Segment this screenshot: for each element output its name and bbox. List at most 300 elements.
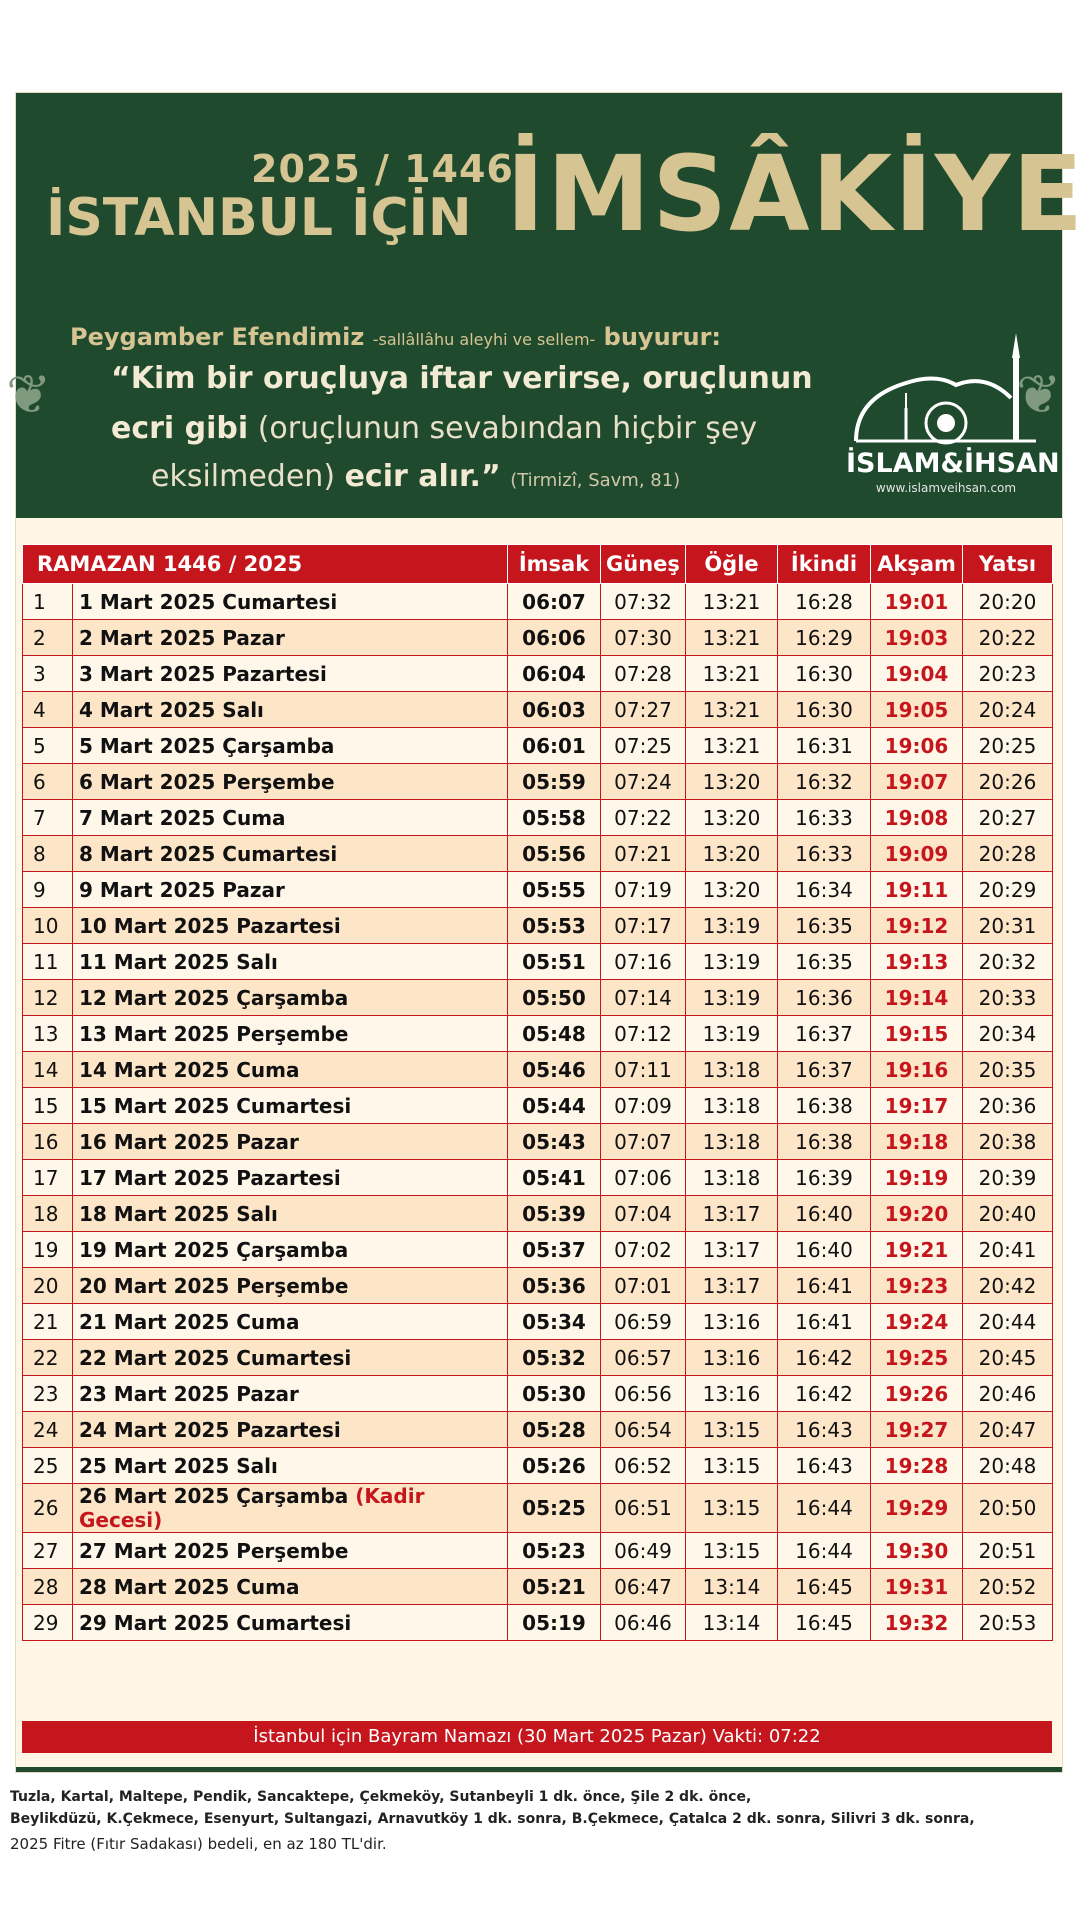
- cell-date: [73, 584, 508, 620]
- cell-yatsi: 20:52: [963, 1569, 1053, 1605]
- date-text: 10 Mart 2025 Pazartesi: [79, 913, 341, 938]
- cell-ikindi: 16:45: [778, 1569, 871, 1605]
- cell-aksam: 19:14: [871, 980, 963, 1016]
- cell-n: 5: [23, 728, 73, 764]
- cell-yatsi: 20:34: [963, 1016, 1053, 1052]
- cell-n: 19: [23, 1232, 73, 1268]
- cell-n: 11: [23, 944, 73, 980]
- table-header-row: [23, 545, 1053, 584]
- cell-gunes: 07:27: [601, 692, 686, 728]
- date-text: 11 Mart 2025 Salı: [79, 949, 278, 974]
- date-text: 4 Mart 2025 Salı: [79, 697, 264, 722]
- cell-gunes: 07:01: [601, 1268, 686, 1304]
- cell-yatsi: 20:35: [963, 1052, 1053, 1088]
- cell-ogle: 13:16: [686, 1304, 778, 1340]
- cell-n: 1: [23, 584, 73, 620]
- cell-imsak: 05:26: [508, 1448, 601, 1484]
- cell-date: [73, 1304, 508, 1340]
- cell-imsak: 05:28: [508, 1412, 601, 1448]
- header-ramazan: RAMAZAN 1446 / 2025: [23, 545, 508, 584]
- header-ikindi: İkindi: [778, 545, 871, 584]
- cell-imsak: 05:32: [508, 1340, 601, 1376]
- cell-yatsi: 20:53: [963, 1605, 1053, 1641]
- cell-aksam: 19:09: [871, 836, 963, 872]
- hadith-line-3: [151, 459, 871, 494]
- cell-n: 24: [23, 1412, 73, 1448]
- cell-n: 25: [23, 1448, 73, 1484]
- cell-aksam: 19:26: [871, 1376, 963, 1412]
- cell-imsak: 05:53: [508, 908, 601, 944]
- table-row: [23, 1016, 1053, 1052]
- table-row: [23, 800, 1053, 836]
- cell-imsak: 05:43: [508, 1124, 601, 1160]
- table-row: [23, 692, 1053, 728]
- cell-gunes: 07:09: [601, 1088, 686, 1124]
- cell-date: [73, 1052, 508, 1088]
- logo-url: www.islamveihsan.com: [875, 481, 1017, 495]
- cell-date: [73, 1376, 508, 1412]
- cell-ikindi: 16:41: [778, 1268, 871, 1304]
- cell-n: 22: [23, 1340, 73, 1376]
- table-row: [23, 656, 1053, 692]
- year-label: 2025 / 1446: [251, 147, 514, 191]
- cell-n: 27: [23, 1533, 73, 1569]
- cell-ikindi: 16:44: [778, 1484, 871, 1533]
- hadith-line2-bold: ecri gibi: [111, 411, 249, 446]
- date-text: 18 Mart 2025 Salı: [79, 1201, 278, 1226]
- table-row: [23, 1484, 1053, 1533]
- cell-ikindi: 16:40: [778, 1196, 871, 1232]
- cell-imsak: 06:03: [508, 692, 601, 728]
- cell-date: [73, 1340, 508, 1376]
- header-ogle: Öğle: [686, 545, 778, 584]
- cell-imsak: 05:41: [508, 1160, 601, 1196]
- cell-gunes: 07:24: [601, 764, 686, 800]
- cell-gunes: 07:04: [601, 1196, 686, 1232]
- cell-gunes: 07:25: [601, 728, 686, 764]
- cell-ikindi: 16:43: [778, 1412, 871, 1448]
- cell-n: 17: [23, 1160, 73, 1196]
- table-row: [23, 728, 1053, 764]
- hadith-line-2: [111, 411, 831, 446]
- cell-date: [73, 692, 508, 728]
- hadith-line2-rest: (oruçlunun sevabından hiçbir şey: [257, 411, 758, 446]
- cell-n: 18: [23, 1196, 73, 1232]
- cell-yatsi: 20:48: [963, 1448, 1053, 1484]
- cell-ikindi: 16:40: [778, 1232, 871, 1268]
- cell-imsak: 06:04: [508, 656, 601, 692]
- cell-aksam: 19:05: [871, 692, 963, 728]
- cell-ikindi: 16:39: [778, 1160, 871, 1196]
- cell-aksam: 19:15: [871, 1016, 963, 1052]
- cell-yatsi: 20:33: [963, 980, 1053, 1016]
- cell-ogle: 13:19: [686, 980, 778, 1016]
- date-text: 5 Mart 2025 Çarşamba: [79, 733, 335, 758]
- hadith-line-1: [111, 361, 831, 396]
- date-text: 26 Mart 2025 Çarşamba: [79, 1484, 349, 1508]
- cell-imsak: 06:06: [508, 620, 601, 656]
- cell-n: 9: [23, 872, 73, 908]
- date-text: 1 Mart 2025 Cumartesi: [79, 589, 338, 614]
- cell-ogle: 13:16: [686, 1376, 778, 1412]
- cell-date: [73, 1484, 508, 1533]
- cell-ogle: 13:21: [686, 728, 778, 764]
- cell-yatsi: 20:51: [963, 1533, 1053, 1569]
- cell-date: [73, 908, 508, 944]
- cell-imsak: 05:48: [508, 1016, 601, 1052]
- cell-imsak: 05:55: [508, 872, 601, 908]
- cell-date: [73, 1448, 508, 1484]
- cell-ogle: 13:16: [686, 1340, 778, 1376]
- cell-ikindi: 16:37: [778, 1016, 871, 1052]
- cell-gunes: 06:46: [601, 1605, 686, 1641]
- table-row: [23, 764, 1053, 800]
- cell-ikindi: 16:31: [778, 728, 871, 764]
- cell-imsak: 05:34: [508, 1304, 601, 1340]
- cell-yatsi: 20:28: [963, 836, 1053, 872]
- cell-ikindi: 16:35: [778, 908, 871, 944]
- cell-yatsi: 20:45: [963, 1340, 1053, 1376]
- cell-yatsi: 20:39: [963, 1160, 1053, 1196]
- date-text: 21 Mart 2025 Cuma: [79, 1309, 300, 1334]
- table-row: [23, 1340, 1053, 1376]
- cell-ogle: 13:14: [686, 1569, 778, 1605]
- cell-ikindi: 16:43: [778, 1448, 871, 1484]
- cell-ogle: 13:18: [686, 1052, 778, 1088]
- cell-ikindi: 16:33: [778, 800, 871, 836]
- cell-imsak: 05:37: [508, 1232, 601, 1268]
- cell-ikindi: 16:37: [778, 1052, 871, 1088]
- table-row: [23, 944, 1053, 980]
- cell-aksam: 19:03: [871, 620, 963, 656]
- cell-ogle: 13:18: [686, 1124, 778, 1160]
- hadith-intro-text: Peygamber Efendimiz: [70, 323, 365, 351]
- cell-gunes: 07:14: [601, 980, 686, 1016]
- cell-yatsi: 20:46: [963, 1376, 1053, 1412]
- date-text: 7 Mart 2025 Cuma: [79, 805, 286, 830]
- hadith-says: buyurur:: [603, 323, 722, 351]
- cell-gunes: 07:32: [601, 584, 686, 620]
- cell-aksam: 19:28: [871, 1448, 963, 1484]
- cell-gunes: 07:19: [601, 872, 686, 908]
- table-row: [23, 1304, 1053, 1340]
- cell-aksam: 19:06: [871, 728, 963, 764]
- cell-aksam: 19:07: [871, 764, 963, 800]
- cell-ogle: 13:17: [686, 1268, 778, 1304]
- date-text: 29 Mart 2025 Cumartesi: [79, 1610, 352, 1635]
- cell-date: [73, 1605, 508, 1641]
- cell-ogle: 13:15: [686, 1484, 778, 1533]
- cell-aksam: 19:23: [871, 1268, 963, 1304]
- cell-aksam: 19:16: [871, 1052, 963, 1088]
- cell-date: [73, 656, 508, 692]
- cell-aksam: 19:29: [871, 1484, 963, 1533]
- cell-n: 2: [23, 620, 73, 656]
- cell-ogle: 13:19: [686, 944, 778, 980]
- date-text: 16 Mart 2025 Pazar: [79, 1129, 299, 1154]
- date-text: 17 Mart 2025 Pazartesi: [79, 1165, 341, 1190]
- header-panel: [6, 93, 1085, 518]
- cell-ogle: 13:19: [686, 1016, 778, 1052]
- cell-aksam: 19:17: [871, 1088, 963, 1124]
- cell-ogle: 13:21: [686, 656, 778, 692]
- cell-date: [73, 1533, 508, 1569]
- cell-gunes: 07:16: [601, 944, 686, 980]
- hadith-intro: [70, 323, 721, 351]
- cell-ogle: 13:15: [686, 1448, 778, 1484]
- hadith-line1-text: “Kim bir oruçluya iftar verirse, oruçlunun: [111, 361, 813, 396]
- cell-yatsi: 20:25: [963, 728, 1053, 764]
- cell-ikindi: 16:45: [778, 1605, 871, 1641]
- cell-aksam: 19:11: [871, 872, 963, 908]
- cell-ikindi: 16:28: [778, 584, 871, 620]
- cell-date: [73, 1124, 508, 1160]
- cell-gunes: 06:54: [601, 1412, 686, 1448]
- cell-gunes: 07:11: [601, 1052, 686, 1088]
- cell-yatsi: 20:29: [963, 872, 1053, 908]
- header-gunes: Güneş: [601, 545, 686, 584]
- cell-ikindi: 16:32: [778, 764, 871, 800]
- cell-n: 28: [23, 1569, 73, 1605]
- fitre-note: 2025 Fitre (Fıtır Sadakası) bedeli, en az 180 TL'dir.: [10, 1835, 387, 1853]
- date-text: 22 Mart 2025 Cumartesi: [79, 1345, 352, 1370]
- cell-date: [73, 1160, 508, 1196]
- cell-yatsi: 20:24: [963, 692, 1053, 728]
- cell-gunes: 07:21: [601, 836, 686, 872]
- cell-gunes: 07:02: [601, 1232, 686, 1268]
- city-title: İSTANBUL İÇİN: [46, 188, 472, 248]
- cell-gunes: 07:06: [601, 1160, 686, 1196]
- prayer-times-table: [22, 544, 1053, 1641]
- cell-ogle: 13:15: [686, 1533, 778, 1569]
- cell-yatsi: 20:32: [963, 944, 1053, 980]
- cell-yatsi: 20:31: [963, 908, 1053, 944]
- cell-imsak: 05:25: [508, 1484, 601, 1533]
- cell-imsak: 05:30: [508, 1376, 601, 1412]
- cell-gunes: 07:07: [601, 1124, 686, 1160]
- cell-date: [73, 1196, 508, 1232]
- ornament-right-icon: ❦: [1016, 363, 1062, 426]
- table-row: [23, 1412, 1053, 1448]
- date-text: 6 Mart 2025 Perşembe: [79, 769, 335, 794]
- cell-gunes: 06:57: [601, 1340, 686, 1376]
- cell-ogle: 13:18: [686, 1088, 778, 1124]
- cell-aksam: 19:19: [871, 1160, 963, 1196]
- cell-yatsi: 20:23: [963, 656, 1053, 692]
- cell-imsak: 05:50: [508, 980, 601, 1016]
- cell-imsak: 05:58: [508, 800, 601, 836]
- cell-ikindi: 16:38: [778, 1124, 871, 1160]
- cell-ikindi: 16:33: [778, 836, 871, 872]
- cell-gunes: 06:49: [601, 1533, 686, 1569]
- cell-date: [73, 1569, 508, 1605]
- cell-ogle: 13:20: [686, 800, 778, 836]
- cell-yatsi: 20:36: [963, 1088, 1053, 1124]
- header-yatsi: Yatsı: [963, 545, 1053, 584]
- cell-yatsi: 20:44: [963, 1304, 1053, 1340]
- cell-n: 20: [23, 1268, 73, 1304]
- cell-ogle: 13:17: [686, 1232, 778, 1268]
- date-text: 13 Mart 2025 Perşembe: [79, 1021, 349, 1046]
- hadith-reference: (Tirmizî, Savm, 81): [510, 470, 681, 491]
- cell-yatsi: 20:42: [963, 1268, 1053, 1304]
- cell-aksam: 19:08: [871, 800, 963, 836]
- cell-imsak: 06:01: [508, 728, 601, 764]
- date-text: 9 Mart 2025 Pazar: [79, 877, 285, 902]
- hadith-line3-start: eksilmeden): [151, 459, 336, 494]
- table-row: [23, 620, 1053, 656]
- cell-imsak: 05:46: [508, 1052, 601, 1088]
- cell-ogle: 13:15: [686, 1412, 778, 1448]
- table-row: [23, 836, 1053, 872]
- cell-yatsi: 20:41: [963, 1232, 1053, 1268]
- table-row: [23, 1160, 1053, 1196]
- kadir-gecesi-note: (Kadir Gecesi): [79, 1484, 425, 1532]
- cell-aksam: 19:12: [871, 908, 963, 944]
- cell-n: 7: [23, 800, 73, 836]
- cell-gunes: 06:59: [601, 1304, 686, 1340]
- cell-imsak: 05:59: [508, 764, 601, 800]
- cell-aksam: 19:01: [871, 584, 963, 620]
- cell-ikindi: 16:35: [778, 944, 871, 980]
- cell-aksam: 19:32: [871, 1605, 963, 1641]
- cell-ikindi: 16:30: [778, 692, 871, 728]
- cell-yatsi: 20:38: [963, 1124, 1053, 1160]
- cell-ikindi: 16:29: [778, 620, 871, 656]
- cell-aksam: 19:04: [871, 656, 963, 692]
- cell-imsak: 05:39: [508, 1196, 601, 1232]
- table-row: [23, 908, 1053, 944]
- cell-date: [73, 620, 508, 656]
- cell-aksam: 19:21: [871, 1232, 963, 1268]
- date-text: 27 Mart 2025 Perşembe: [79, 1538, 349, 1563]
- date-text: 2 Mart 2025 Pazar: [79, 625, 285, 650]
- cell-date: [73, 872, 508, 908]
- cell-yatsi: 20:47: [963, 1412, 1053, 1448]
- table-row: [23, 1605, 1053, 1641]
- imsakiye-poster: [6, 93, 1085, 1772]
- table-row: [23, 1448, 1053, 1484]
- bottom-divider: [16, 1767, 1062, 1772]
- cell-gunes: 07:22: [601, 800, 686, 836]
- table-row: [23, 1052, 1053, 1088]
- cell-ikindi: 16:42: [778, 1376, 871, 1412]
- cell-yatsi: 20:40: [963, 1196, 1053, 1232]
- header-aksam: Akşam: [871, 545, 963, 584]
- date-text: 25 Mart 2025 Salı: [79, 1453, 278, 1478]
- date-text: 14 Mart 2025 Cuma: [79, 1057, 300, 1082]
- cell-ikindi: 16:34: [778, 872, 871, 908]
- cell-imsak: 06:07: [508, 584, 601, 620]
- cell-gunes: 07:17: [601, 908, 686, 944]
- cell-yatsi: 20:20: [963, 584, 1053, 620]
- table-row: [23, 1124, 1053, 1160]
- cell-n: 29: [23, 1605, 73, 1641]
- cell-ogle: 13:18: [686, 1160, 778, 1196]
- cell-ogle: 13:21: [686, 692, 778, 728]
- cell-ikindi: 16:41: [778, 1304, 871, 1340]
- cell-gunes: 07:28: [601, 656, 686, 692]
- table-row: [23, 584, 1053, 620]
- header-imsak: İmsak: [508, 545, 601, 584]
- cell-n: 12: [23, 980, 73, 1016]
- cell-n: 23: [23, 1376, 73, 1412]
- cell-aksam: 19:18: [871, 1124, 963, 1160]
- cell-gunes: 06:56: [601, 1376, 686, 1412]
- cell-imsak: 05:51: [508, 944, 601, 980]
- cell-n: 3: [23, 656, 73, 692]
- cell-imsak: 05:56: [508, 836, 601, 872]
- cell-date: [73, 728, 508, 764]
- cell-gunes: 07:12: [601, 1016, 686, 1052]
- cell-ogle: 13:20: [686, 764, 778, 800]
- table-row: [23, 872, 1053, 908]
- cell-aksam: 19:13: [871, 944, 963, 980]
- cell-date: [73, 980, 508, 1016]
- bayram-namazi-bar: İstanbul için Bayram Namazı (30 Mart 2025 Pazar) Vakti: 07:22: [22, 1721, 1052, 1753]
- cell-aksam: 19:30: [871, 1533, 963, 1569]
- cell-date: [73, 1268, 508, 1304]
- table-row: [23, 980, 1053, 1016]
- date-text: 8 Mart 2025 Cumartesi: [79, 841, 338, 866]
- table-row: [23, 1268, 1053, 1304]
- cell-aksam: 19:20: [871, 1196, 963, 1232]
- date-text: 12 Mart 2025 Çarşamba: [79, 985, 349, 1010]
- date-text: 28 Mart 2025 Cuma: [79, 1574, 300, 1599]
- cell-aksam: 19:31: [871, 1569, 963, 1605]
- cell-ikindi: 16:44: [778, 1533, 871, 1569]
- cell-gunes: 06:51: [601, 1484, 686, 1533]
- cell-date: [73, 1232, 508, 1268]
- cell-ogle: 13:21: [686, 584, 778, 620]
- hadith-salawat: -sallâllâhu aleyhi ve sellem-: [372, 330, 596, 349]
- cell-n: 13: [23, 1016, 73, 1052]
- table-row: [23, 1196, 1053, 1232]
- table-row: [23, 1088, 1053, 1124]
- date-text: 24 Mart 2025 Pazartesi: [79, 1417, 341, 1442]
- cell-imsak: 05:19: [508, 1605, 601, 1641]
- cell-date: [73, 944, 508, 980]
- cell-date: [73, 1412, 508, 1448]
- cell-n: 16: [23, 1124, 73, 1160]
- cell-ogle: 13:20: [686, 836, 778, 872]
- date-text: 19 Mart 2025 Çarşamba: [79, 1237, 349, 1262]
- district-note-2: Beylikdüzü, K.Çekmece, Esenyurt, Sultangazi, Arnavutköy 1 dk. sonra, B.Çekmece, Çatalca 2 dk. sonra, Silivri 3 dk. sonra,: [10, 1811, 975, 1827]
- table-row: [23, 1569, 1053, 1605]
- cell-yatsi: 20:27: [963, 800, 1053, 836]
- cell-n: 10: [23, 908, 73, 944]
- cell-date: [73, 1088, 508, 1124]
- cell-yatsi: 20:50: [963, 1484, 1053, 1533]
- cell-ogle: 13:19: [686, 908, 778, 944]
- cell-imsak: 05:36: [508, 1268, 601, 1304]
- cell-imsak: 05:21: [508, 1569, 601, 1605]
- table-row: [23, 1533, 1053, 1569]
- date-text: 15 Mart 2025 Cumartesi: [79, 1093, 352, 1118]
- hadith-line3-bold: ecir alır.”: [344, 459, 501, 494]
- cell-ogle: 13:21: [686, 620, 778, 656]
- cell-aksam: 19:27: [871, 1412, 963, 1448]
- cell-date: [73, 1016, 508, 1052]
- cell-date: [73, 800, 508, 836]
- cell-ogle: 13:20: [686, 872, 778, 908]
- cell-yatsi: 20:26: [963, 764, 1053, 800]
- cell-date: [73, 836, 508, 872]
- cell-n: 26: [23, 1484, 73, 1533]
- cell-ogle: 13:17: [686, 1196, 778, 1232]
- cell-imsak: 05:23: [508, 1533, 601, 1569]
- cell-ikindi: 16:42: [778, 1340, 871, 1376]
